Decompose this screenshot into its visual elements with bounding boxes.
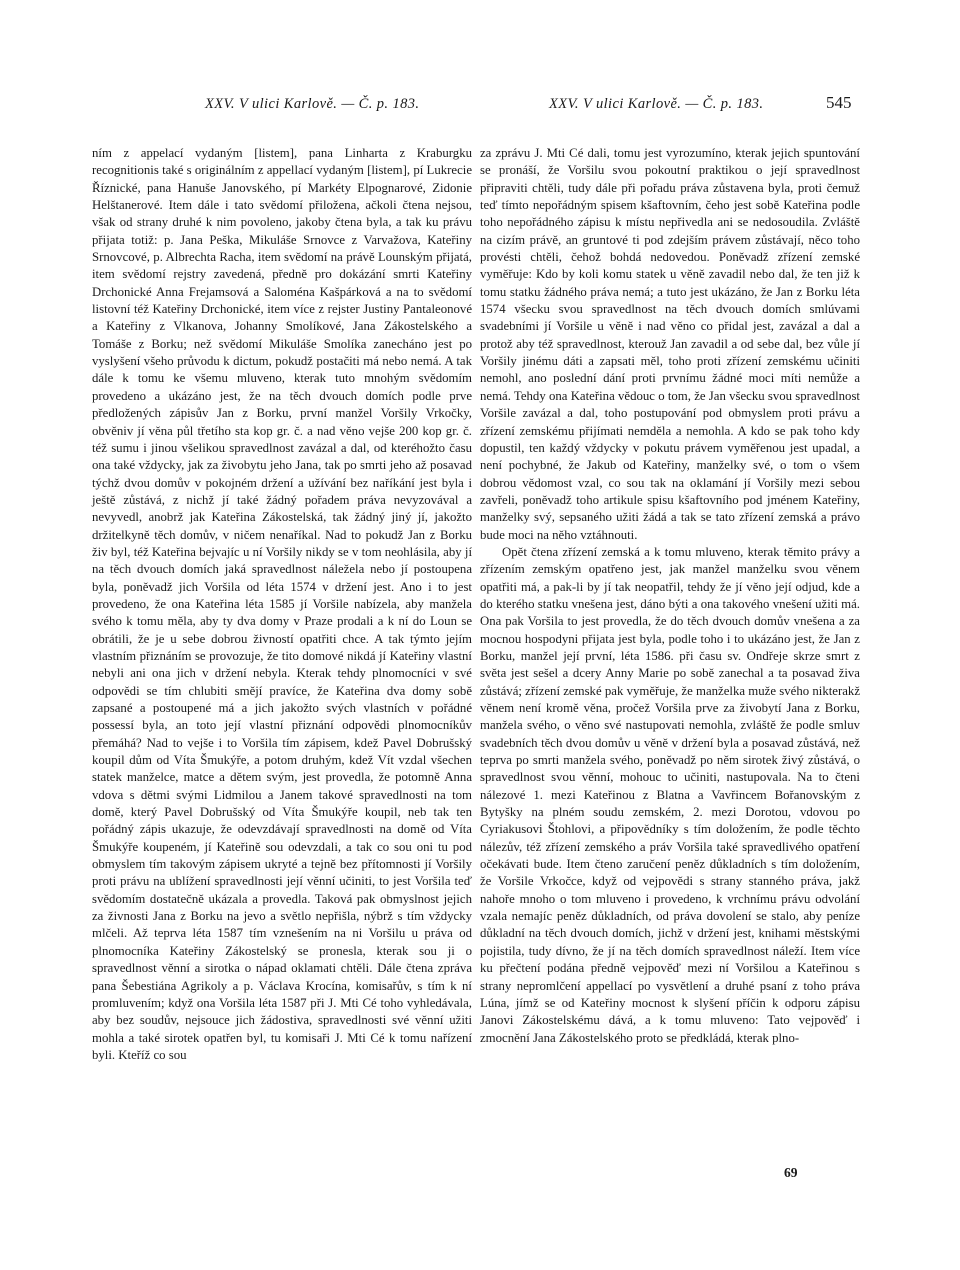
left-text-column	[92, 145, 472, 1064]
left-paragraph-1: ním z appelací vydaným [listem], pana Linharta z Kraburgku recognitionis také s originálním z appellací vydaným [listem], pí Lukrecie Říznické, pana Hanuše Janovského, pí Markéty Elpognarové, Zidonie Helštanerové. Item dále i tato svědomí přiložena, ačkoli čtena nejsou, však od strany druhé k nim povoleno, jakoby čtena byla, a tak ku právu přijata totiž: p. Jana Peška, Mikuláše Srnovce z Varvažova, Kateřiny Srnovcové, p. Albrechta Racha, item svědomí na právě Lounským přijatá, item svědomí rejstry zavedená, předně pro dokázání smrti Kateřiny Drchonické Anna Frejamsová a Saloména Kašpárková a na to svědomí listovní též Kateřiny Drchonické, item více z rejster Justiny Pantaleonové a Kateřiny z Vlkanova, Johanny Smolíkové, Jana Zákostelského a Tomáše z Borku; než svědomí Mikuláše Smolíka zanecháno jest po vyslyšení všeho průvodu k dictum, pokudž postačiti má nebo nemá. A tak dále k tomu ke všemu mluveno, kterak tuto mnohým svědomím provedeno a ukázáno jest, že na těch dvouch domích podle prve předložených zápisův Jan z Borku, první manžel Voršily Vrkočky, obvěniv jí věna půl třetího sta kop gr. č. a nad věno vejše 200 kop gr. č. též sumu i jinou všelikou spravedlnost zavázal a dal, od kteréhožto času ona také vždycky, jak za živobytu jeho Jana, tak po smrti jeho až posavad týchž dvou domův v pokojném držení a užívání bez naříkání jest byla i ještě zůstává, z nichž jí také žádný pořadem práva nevyzovával a nevyvedl, anobrž jak Kateřina Zákostelská, tak žádný jiný jí, jakožto držitelkyně těch domův, v ničem nenaříkal. Nad to pokudž Jan z Borku živ byl, též Kateřina bejvajíc u ní Voršily nikdy se v tom neohlásila, aby jí na těch dvouch domích jaká spravedlnost náležela nebo jí postoupena byla, poněvadž jich Voršila od léta 1574 v držení jest. Ano i to jest provedeno, že ona Kateřina léta 1585 jí Voršile nabízela, aby manžela svého k tomu měla, aby ty dva domy v Praze prodali a k ní do Loun se obrátili, že je u sebe dobrou živností opatřiti chce. A tak týmto jejím vlastním přiznáním se provozuje, že tito domové nikdá jí Kateřiny vlastní nebyli ani ona jich v držení nebyla. Kterak tehdy plnomocníci v své odpovědi se tím chlubiti smějí pravíce, že Kateřina dva domy sobě zapsané a postoupené má a jich jakožto svých vlastních v pořádné possessí byla, an toto její vlastní přiznání odpovědi plnomocníkův přemáhá? Nad to vejše i to Voršila tím zápisem, kdež Pavel Dobrušský koupil dům od Víta Šmukýře, a potom druhým, kdež Vít vzdal všechen statek manželce, matce a dětem svým, jest provedla, že potomně Anna vdova s dětmi svými Lidmilou a Janem takové spravedlnosti na tom domě, který Pavel Dobrušský od Víta Šmukýře koupil, neb tak ten pořádný zápis ukazuje, že odevzdávají spravedlnosti na domě od Víta Šmukýře koupeném, jí Kateřině sou odevzdali, a tak co sou oni tu pod obmyslem tím takovým zápisem ukryté a tejně bez přítomnosti jí Voršily proti právu na ublížení spravedlnosti její věnní učiniti, to jest Voršila teď svědomím dostatečně ukázala a provedla. Taková pak obmyslnost jejich za živnosti Jana z Borku na jevo a světlo nepřišla, nýbrž s tím vždycky mlčeli. Až teprva léta 1587 tím vznešením na ni Voršilu u práva od plnomocníka Kateřiny Zákostelský se pronesla, kterak sou ji o spravedlnost věnní a sirotka o nápad oklamati chtěli. Dále čtena zpráva pana Šebestiána Agrikoly a p. Václava Krocína, komisařův, s tím k ní promluvením; když ona Voršila léta 1587 při J. Mti Cé toho vyhledávala, aby bez soudův, nejsouce jich žádostiva, spravedlnosti své věnní užiti mohla a také sirotek opatřen byl, tu komisaři J. Mti Cé k tomu nařízení byli. Kteříž co sou	[92, 146, 472, 1062]
right-paragraph-1: za zprávu J. Mti Cé dali, tomu jest vyrozumíno, kterak jejich spuntování se pronáší, že Voršilu svou pokoutní praktikou o její spravedlnost připraviti chtěli, tudy dále při pořadu práva zůstavena byla, proti čemuž teď tímto nepořádným spisem kšaftovním, čeho jest sobě Kateřina podle toho nepořádného zápisu k místu nepřivedla ani se nedosoudila. Zvláště na cizím právě, an gruntové ti pod zdejším právem zůstávají, něco toho provésti chtěli, čehož bohdá nedovedou. Poněvadž zřízení zemské vyměřuje: Kdo by koli komu statek u věně zavadil nebo dal, že ten již k tomu statku žádného práva nemá; a tuto jest ukázáno, že Jan z Borku léta 1574 všecku svou spravedlnost na těch dvouch domích smlúvami svadebními jí Voršile u věně i nad věno co přidal jest, zavázal a dal a protož aby též spravedlnost, kterouž Jan zavadil a od sebe dal, bez vůle jí Voršily jinému dáti a zapsati měl, toho proti zřízení zemskému učiniti nemohl, ano poslední dání proti prvnímu žádné moci míti nemůže a nemá. Tehdy ona Kateřina vědouc o tom, že Jan všecku svou spravedlnost Voršile zavázal a dal, toho postupování pod obmyslem proti právu a zřízení zemskému přijímati nemděla a nemohla. A kdo se pak toho kdy dopustil, ten každý vždycky v pokutu právem vyměřenou jest upadal, a není pochybné, že Jakub od Kateřiny, manželky své, o tom o všem dobrou vědomost vzal, co sou tak na oklamání jí Voršily mezi sebou zavřeli, poněvadž toho artikule spisu kšaftovního pod jménem Kateřiny, manželky svý, sepsaného užiti žádá a tak se tato zřízení zemská a právo bude moci na něho vztáhnouti.	[480, 146, 860, 542]
right-paragraph-2: Opět čtena zřízení zemská a k tomu mluveno, kterak těmito právy a zřízením zemským opatřeno jest, jak manžel manželku svou věnem opatřiti má, a pak-li by jí tak neopatřil, tehdy že jí věno její odjud, kde a do kterého statku vnešena jest, dáno býti a ona takového vnešení užiti má. Ona pak Voršila to jest provedla, že do těch dvouch domův vnešena a za mocnou hospodyni přijata jest byla, podle toho i to ukázáno jest, že Jan z Borku, manžel její první, léta 1586. při času sv. Ondřeje skrze smrt z světa jest sešel a dcery Anny Marie po sobě zanechal a ta posavad živa zůstává; zřízení zemské pak vyměřuje, že manželka muže svého nikterakž věnem není kromě věna, pročež Voršila prve za živobytí Jana z Borku, manžela svého, o věno své nastupovati nemohla, zvláště že podle smluv svadebních těch dvou domův u věně v držení byla a posavad zůstává, než teprva po smrti manžela svého, poněvadž po něm sirotek živý zůstává, o spravedlnost svou věnní, mohouc to učiniti, nastupovala. Na to čteni nálezové 1. mezi Kateřinou z Blatna a Vavřincem Bořanovským z Bytyšky na plném soudu zemském, 2. mezi Dorotou, vdovou po Cyriakusovi Štohlovi, a připovědníky s tím doložením, že podle těchto nálezův, též zřízení zemského a práv Voršila také spravedlivého opatření očekávati bude. Item čteno zaručení peněz důkladních s tím doložením, že Voršile Vrkočce, když od vejpovědi s strany stanného práva, jakž nahoře mnoho o tom mluveno i provedeno, k vrchnímu právu odvolání vzala nemajíc peněz důkladních, od práva dovolení se stalo, aby peníze důkladní na těch dvouch domích, jichž v držení jest, knihami městskými pojistila, tudy dívno, že jí na těch domích spravedlnost náleží. Item více ku přečtení podána předně vejpověď mezi ní Voršilou a Kateřinou s strany nepromlčení appellací po vysvětlení a druhé psaní z toho práva Lúna, jímž se od Kateřiny mocnost k slyšení příčin k odporu zápisu Janovi Zákostelskému dává, a k tomu mluveno: Tato vejpověď i zmocnění Jana Zákostelského proto se předkládá, kterak plno-	[480, 544, 860, 1045]
right-running-head: XXV. V ulici Karlově. — Č. p. 183.	[549, 96, 764, 112]
page-number: 545	[826, 93, 852, 112]
signature-mark: 69	[784, 1165, 798, 1180]
left-running-head: XXV. V ulici Karlově. — Č. p. 183.	[205, 96, 420, 112]
right-text-column	[480, 145, 860, 1047]
